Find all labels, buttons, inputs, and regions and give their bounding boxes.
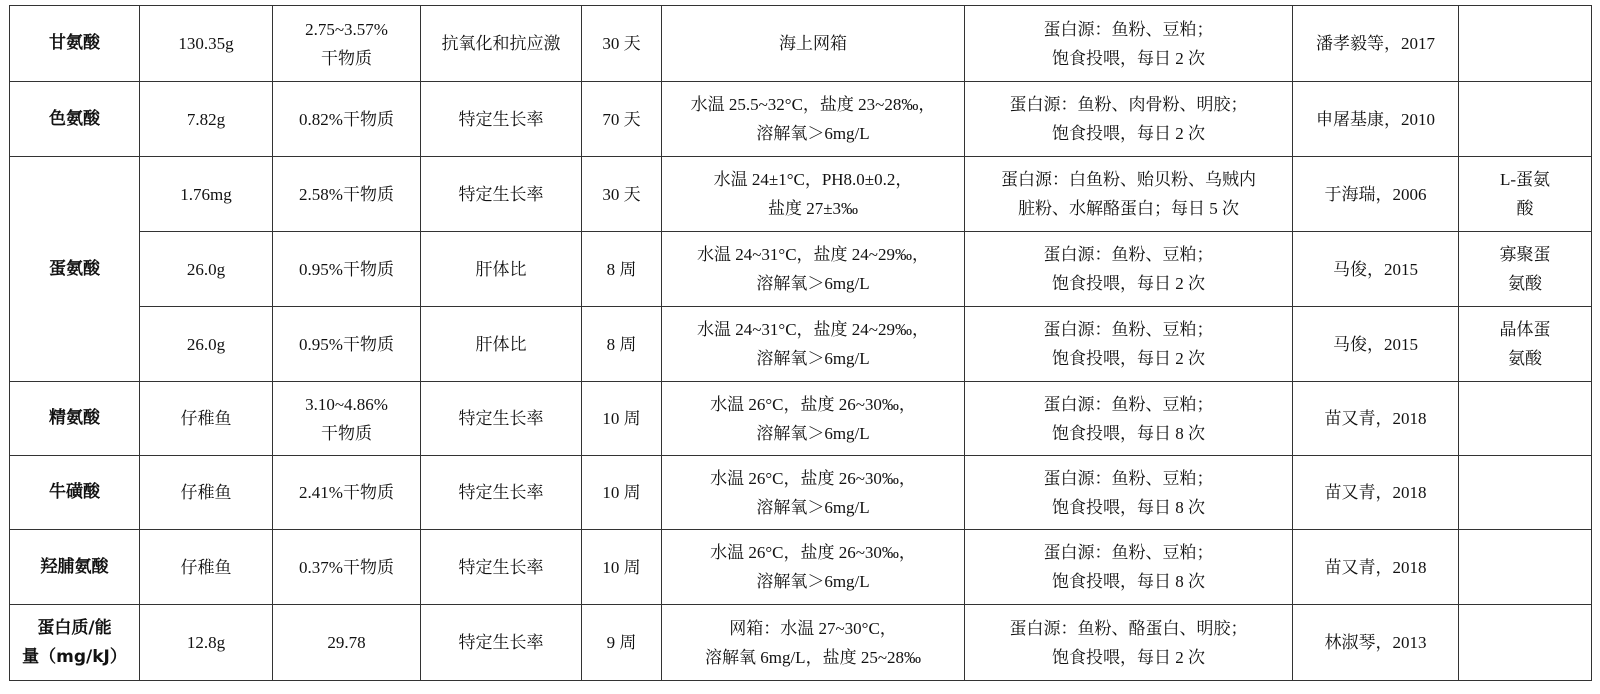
reference-cell: 苗又青，2018	[1293, 530, 1459, 605]
table-row	[10, 605, 1592, 681]
conditions-line: 水温 24±1°C，PH8.0±0.2，	[713, 170, 913, 189]
note-cell	[1459, 456, 1592, 530]
level-cell	[273, 605, 421, 681]
index-cell: 肝体比	[421, 232, 582, 307]
note-cell	[1459, 157, 1592, 232]
table-row	[10, 232, 1592, 307]
conditions-line: 网箱：水温 27~30°C，	[729, 618, 897, 638]
reference-cell: 苗又青，2018	[1293, 382, 1459, 456]
conditions-cell	[662, 456, 965, 530]
period-cell: 8 周	[582, 232, 662, 307]
nutrient-name-line: 蛋白质/能	[37, 617, 112, 638]
diet-line: 蛋白源：鱼粉、豆粕；	[1043, 468, 1214, 488]
table-row	[10, 6, 1592, 82]
diet-line: 蛋白源：鱼粉、豆粕；	[1043, 19, 1214, 39]
note-line: 氨酸	[1508, 274, 1542, 293]
conditions-cell	[662, 6, 965, 82]
amount-cell: 7.82g	[140, 82, 273, 157]
table-row	[10, 382, 1592, 456]
conditions-cell	[662, 82, 965, 157]
table-row	[10, 530, 1592, 605]
table-row	[10, 157, 1592, 232]
conditions-line: 水温 26°C，盐度 26~30‰，	[710, 543, 916, 562]
diet-line: 饱食投喂，每日 2 次	[1052, 124, 1205, 143]
diet-line: 饱食投喂，每日 2 次	[1052, 647, 1205, 667]
note-cell	[1459, 6, 1592, 82]
conditions-line: 溶解氧 6mg/L，盐度 25~28‰	[704, 647, 922, 667]
nutrient-name-cell	[10, 605, 140, 681]
diet-cell	[965, 82, 1293, 157]
note-cell	[1459, 232, 1592, 307]
diet-cell	[965, 382, 1293, 456]
conditions-cell	[662, 307, 965, 382]
reference-cell: 林淑琴，2013	[1293, 605, 1459, 681]
table-row	[10, 307, 1592, 382]
note-cell	[1459, 82, 1592, 157]
amount-cell: 12.8g	[140, 605, 273, 681]
period-cell: 10 周	[582, 382, 662, 456]
diet-cell	[965, 456, 1293, 530]
conditions-line: 溶解氧＞6mg/L	[756, 124, 870, 143]
level-line: 0.82%干物质	[299, 109, 394, 129]
diet-line: 蛋白源：鱼粉、酪蛋白、明胶；	[1009, 618, 1248, 638]
diet-line: 蛋白源：鱼粉、豆粕；	[1043, 394, 1214, 414]
diet-line: 脏粉、水解酪蛋白；每日 5 次	[1018, 199, 1239, 218]
conditions-cell	[662, 530, 965, 605]
index-cell: 抗氧化和抗应激	[421, 6, 582, 82]
period-cell: 8 周	[582, 307, 662, 382]
reference-cell: 申屠基康，2010	[1293, 82, 1459, 157]
index-cell: 特定生长率	[421, 530, 582, 605]
note-line: 晶体蛋	[1499, 320, 1551, 339]
amount-cell: 仔稚鱼	[140, 456, 273, 530]
conditions-line: 溶解氧＞6mg/L	[756, 423, 870, 443]
amount-cell: 26.0g	[140, 307, 273, 382]
conditions-cell	[662, 232, 965, 307]
amount-cell: 1.76mg	[140, 157, 273, 232]
conditions-line: 水温 26°C，盐度 26~30‰，	[710, 394, 916, 414]
index-cell: 特定生长率	[421, 157, 582, 232]
diet-cell	[965, 232, 1293, 307]
diet-cell	[965, 157, 1293, 232]
amount-cell: 仔稚鱼	[140, 530, 273, 605]
diet-line: 蛋白源：鱼粉、豆粕；	[1043, 320, 1214, 339]
level-line: 0.95%干物质	[299, 259, 394, 279]
diet-line: 饱食投喂，每日 8 次	[1052, 423, 1205, 443]
diet-line: 蛋白源：白鱼粉、贻贝粉、乌贼内	[1001, 170, 1256, 189]
note-line: 酸	[1516, 199, 1534, 218]
level-line: 0.37%干物质	[299, 557, 394, 577]
conditions-line: 海上网箱	[779, 34, 847, 53]
reference-cell: 苗又青，2018	[1293, 456, 1459, 530]
level-cell	[273, 82, 421, 157]
table-row	[10, 456, 1592, 530]
conditions-line: 溶解氧＞6mg/L	[756, 274, 870, 293]
level-line: 0.95%干物质	[299, 334, 394, 354]
diet-line: 蛋白源：鱼粉、豆粕；	[1043, 245, 1214, 264]
conditions-line: 盐度 27±3‰	[767, 199, 859, 218]
period-cell: 9 周	[582, 605, 662, 681]
note-line: L-蛋氨	[1499, 170, 1551, 189]
level-cell	[273, 232, 421, 307]
diet-cell	[965, 6, 1293, 82]
note-cell	[1459, 530, 1592, 605]
note-cell	[1459, 382, 1592, 456]
period-cell: 30 天	[582, 157, 662, 232]
level-cell	[273, 382, 421, 456]
conditions-line: 溶解氧＞6mg/L	[756, 349, 870, 368]
period-cell: 70 天	[582, 82, 662, 157]
level-line: 干物质	[321, 423, 372, 443]
index-cell: 肝体比	[421, 307, 582, 382]
level-cell	[273, 307, 421, 382]
conditions-cell	[662, 605, 965, 681]
conditions-line: 水温 24~31°C，盐度 24~29‰，	[696, 245, 930, 264]
level-line: 29.78	[327, 633, 366, 652]
nutrient-name-cell: 牛磺酸	[10, 456, 140, 530]
index-cell: 特定生长率	[421, 82, 582, 157]
period-cell: 10 周	[582, 456, 662, 530]
level-cell	[273, 6, 421, 82]
nutrient-name-line: 量（mg/kJ）	[22, 646, 127, 667]
level-line: 2.58%干物质	[299, 184, 394, 204]
note-cell	[1459, 605, 1592, 681]
conditions-cell	[662, 382, 965, 456]
index-cell: 特定生长率	[421, 456, 582, 530]
reference-cell: 潘孝毅等，2017	[1293, 6, 1459, 82]
nutrient-name-cell: 羟脯氨酸	[10, 530, 140, 605]
diet-line: 饱食投喂，每日 2 次	[1052, 274, 1205, 293]
amount-cell: 130.35g	[140, 6, 273, 82]
reference-cell: 于海瑞，2006	[1293, 157, 1459, 232]
period-cell: 30 天	[582, 6, 662, 82]
note-line: 氨酸	[1508, 349, 1542, 368]
diet-line: 饱食投喂，每日 2 次	[1052, 48, 1205, 68]
level-line: 3.10~4.86%	[305, 394, 388, 414]
level-line: 2.75~3.57%	[305, 19, 388, 39]
reference-cell: 马俊，2015	[1293, 307, 1459, 382]
diet-cell	[965, 307, 1293, 382]
index-cell: 特定生长率	[421, 382, 582, 456]
note-cell	[1459, 307, 1592, 382]
nutrient-name-cell: 色氨酸	[10, 82, 140, 157]
conditions-cell	[662, 157, 965, 232]
note-line: 寡聚蛋	[1499, 245, 1551, 264]
diet-line: 饱食投喂，每日 2 次	[1052, 349, 1205, 368]
index-cell: 特定生长率	[421, 605, 582, 681]
nutrient-name-cell: 甘氨酸	[10, 6, 140, 82]
conditions-line: 溶解氧＞6mg/L	[756, 497, 870, 517]
table-row	[10, 82, 1592, 157]
amount-cell: 26.0g	[140, 232, 273, 307]
conditions-line: 溶解氧＞6mg/L	[756, 572, 870, 591]
conditions-line: 水温 26°C，盐度 26~30‰，	[710, 468, 916, 488]
diet-cell	[965, 530, 1293, 605]
diet-line: 蛋白源：鱼粉、肉骨粉、明胶；	[1009, 95, 1248, 114]
nutrient-name-cell: 精氨酸	[10, 382, 140, 456]
conditions-line: 水温 25.5~32°C，盐度 23~28‰，	[690, 95, 936, 114]
level-line: 2.41%干物质	[299, 483, 394, 502]
level-cell	[273, 456, 421, 530]
diet-line: 饱食投喂，每日 8 次	[1052, 497, 1205, 517]
diet-cell	[965, 605, 1293, 681]
level-cell	[273, 530, 421, 605]
amount-cell: 仔稚鱼	[140, 382, 273, 456]
nutrient-requirement-table	[9, 5, 1592, 681]
level-line: 干物质	[321, 48, 372, 68]
nutrient-name-cell: 蛋氨酸	[10, 157, 140, 382]
reference-cell: 马俊，2015	[1293, 232, 1459, 307]
diet-line: 蛋白源：鱼粉、豆粕；	[1043, 543, 1214, 562]
diet-line: 饱食投喂，每日 8 次	[1052, 572, 1205, 591]
conditions-line: 水温 24~31°C，盐度 24~29‰，	[696, 320, 930, 339]
level-cell	[273, 157, 421, 232]
period-cell: 10 周	[582, 530, 662, 605]
